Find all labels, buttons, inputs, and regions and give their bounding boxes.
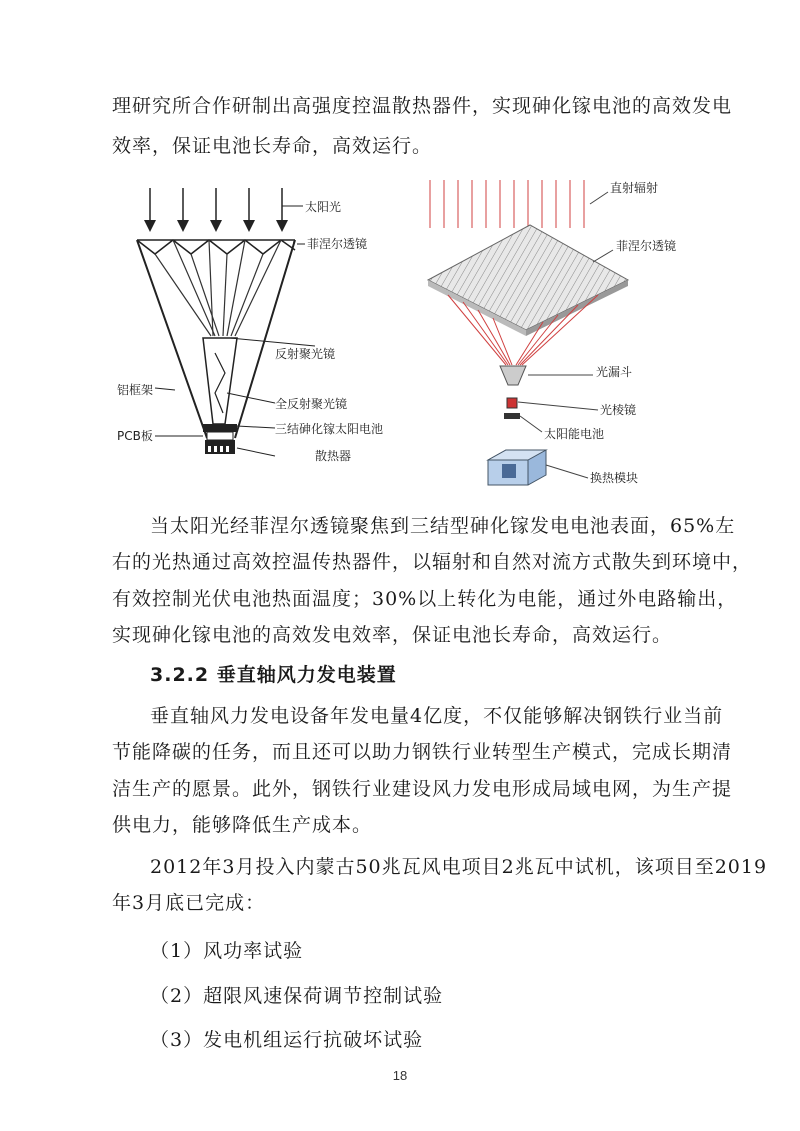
- fresnel-concentrator-illustration: [418, 170, 718, 490]
- text-line: 当太阳光经菲涅尔透镜聚焦到三结型砷化镓发电电池表面，65%左: [150, 515, 736, 537]
- pcb-board: [203, 424, 237, 432]
- label-solar-cell: 三结砷化镓太阳电池: [275, 422, 384, 436]
- text-line: 节能降碳的任务，而且还可以助力钢铁行业转型生产模式，完成长期清: [112, 741, 733, 763]
- light-funnel: [500, 366, 526, 385]
- section-heading: 3.2.2 垂直轴风力发电装置: [150, 664, 397, 686]
- label-sunlight: 太阳光: [305, 200, 342, 214]
- list-item: （1）风功率试验: [150, 940, 304, 962]
- label-reflector: 反射聚光镜: [275, 347, 336, 361]
- list-item: （3）发电机组运行抗破坏试验: [150, 1029, 424, 1051]
- converging-rays: [155, 240, 281, 336]
- text-line: 实现砷化镓电池的高效发电效率，保证电池长寿命，高效运行。: [112, 624, 673, 646]
- label-fresnel-lens-3d: 菲涅尔透镜: [616, 239, 677, 253]
- text-line: 垂直轴风力发电设备年发电量4亿度，不仅能够解决钢铁行业当前: [150, 705, 724, 727]
- direct-radiation-lines: [430, 180, 584, 228]
- label-heat-sink: 散热器: [315, 449, 352, 463]
- fresnel-concentrator-svg: [418, 170, 718, 490]
- solar-cell-chip: [504, 413, 520, 419]
- label-aluminum-frame: 铝框架: [117, 383, 154, 397]
- label-heat-module: 换热模块: [590, 471, 639, 485]
- page-number: 18: [392, 1068, 408, 1083]
- fresnel-lens-shape: [137, 240, 295, 254]
- reflector-cone: [203, 338, 237, 424]
- sunlight-arrows: [150, 188, 282, 226]
- label-total-reflector: 全反射聚光镜: [275, 397, 348, 411]
- text-line: 2012年3月投入内蒙古50兆瓦风电项目2兆瓦中试机，该项目至2019: [150, 856, 768, 878]
- label-pcb: PCB板: [117, 429, 153, 443]
- text-line: 理研究所合作研制出高强度控温散热器件，实现砷化镓电池的高效发电: [112, 95, 733, 117]
- text-line: 年3月底已完成：: [112, 892, 266, 914]
- text-line: 效率，保证电池长寿命，高效运行。: [112, 135, 433, 157]
- label-fresnel-lens: 菲涅尔透镜: [307, 237, 368, 251]
- label-light-funnel: 光漏斗: [596, 365, 633, 379]
- text-line: 有效控制光伏电池热面温度；30%以上转化为电能，通过外电路输出，: [112, 588, 738, 610]
- text-line: 右的光热通过高效控温传热器件，以辐射和自然对流方式散失到环境中，: [112, 551, 753, 573]
- label-direct-radiation: 直射辐射: [610, 181, 659, 195]
- cpv-structure-diagram: [115, 178, 395, 488]
- text-line: 供电力，能够降低生产成本。: [112, 814, 373, 836]
- fresnel-lens-plate: [428, 225, 628, 330]
- list-item: （2）超限风速保荷调节控制试验: [150, 985, 444, 1007]
- heat-exchange-module: [488, 450, 546, 485]
- text-line: 洁生产的愿景。此外，钢铁行业建设风力发电形成局域电网，为生产提: [112, 778, 733, 800]
- label-prism: 光棱镜: [600, 403, 637, 417]
- prism: [507, 398, 517, 408]
- cpv-structure-svg: [115, 178, 395, 488]
- label-solar-cell-right: 太阳能电池: [544, 427, 605, 441]
